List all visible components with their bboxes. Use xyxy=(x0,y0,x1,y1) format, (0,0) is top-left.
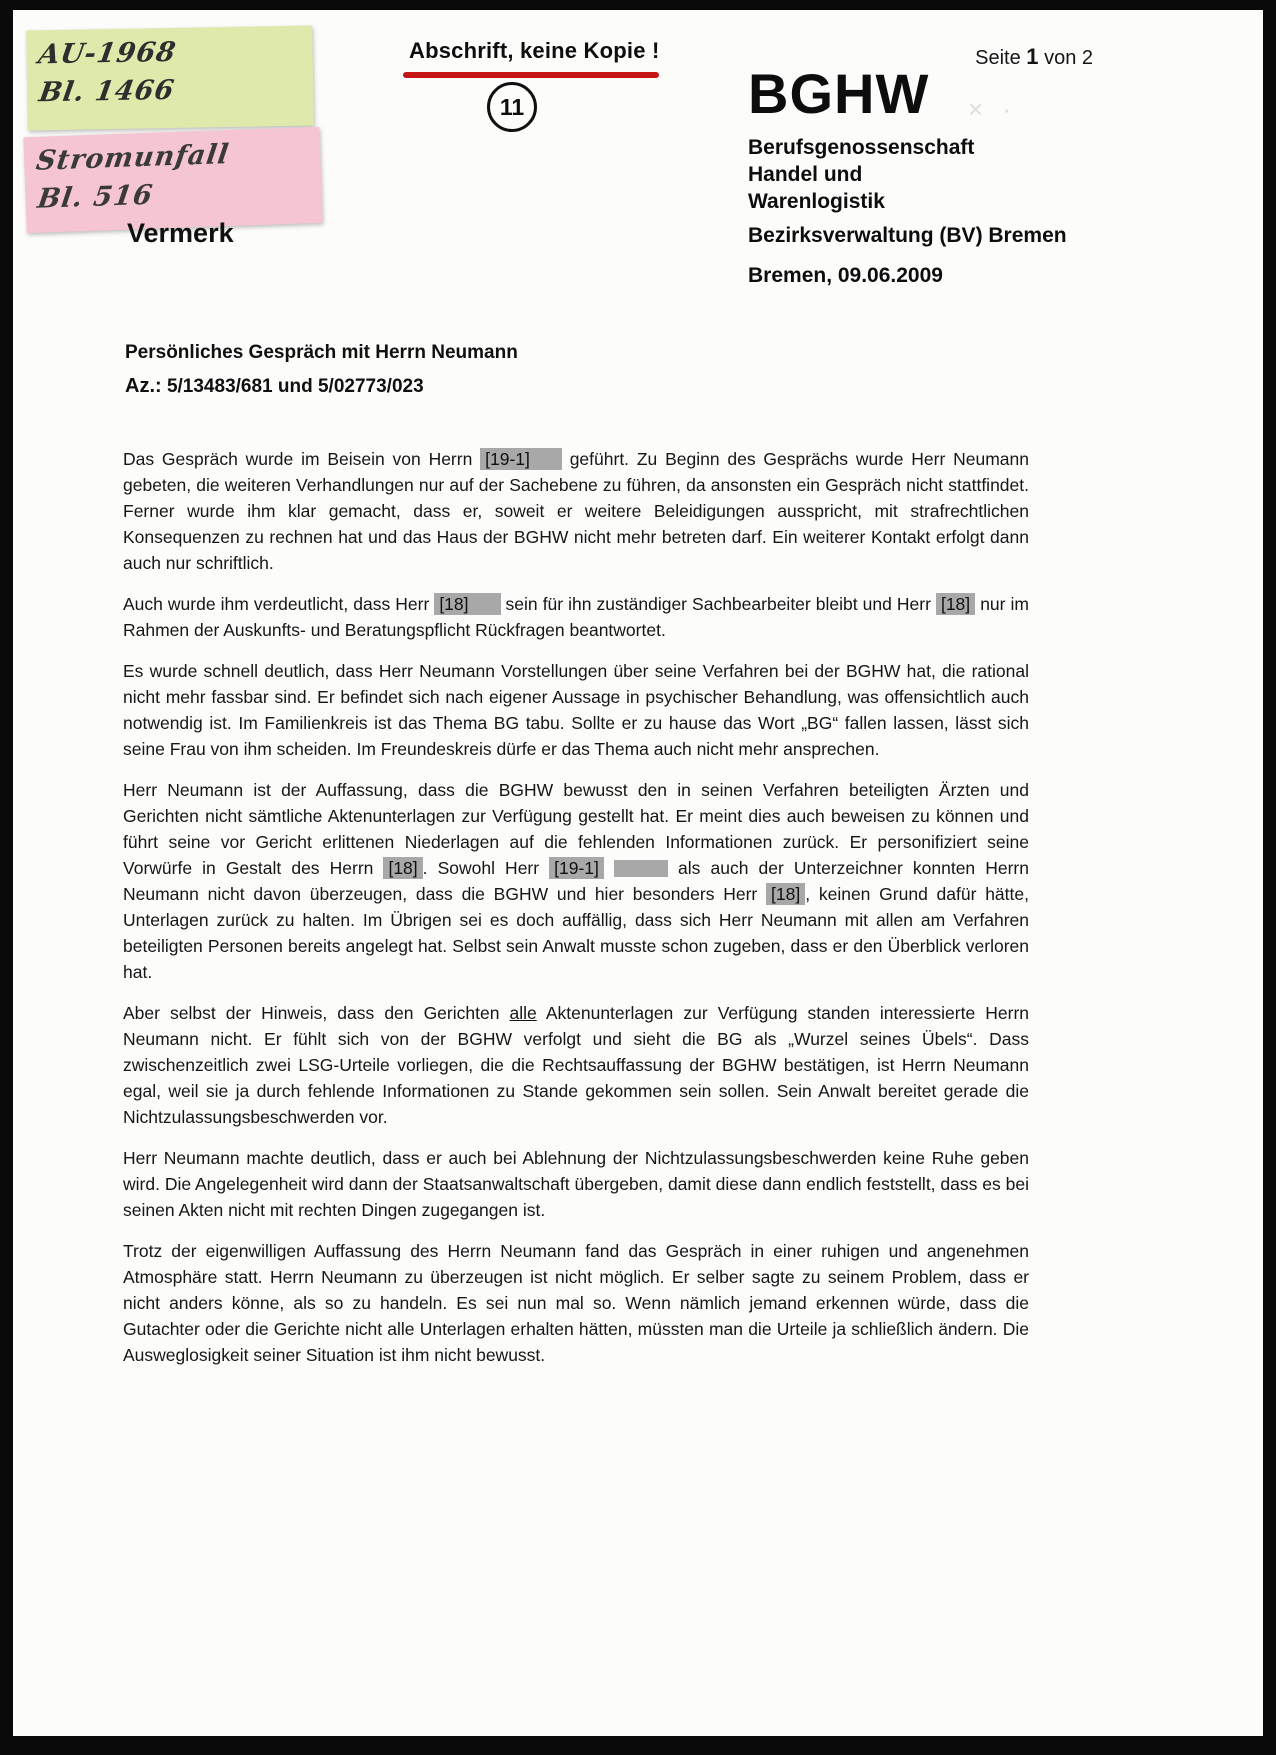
paragraph xyxy=(123,1000,1029,1130)
paragraph xyxy=(123,1145,1029,1223)
case-number-line xyxy=(125,375,518,398)
body-text: nur im Rahmen der Auskunfts- und Beratungspflicht Rückfragen beantwortet. xyxy=(123,594,1029,640)
red-underline xyxy=(403,72,659,78)
case-numbers: 5/13483/681 und 5/02773/023 xyxy=(166,376,424,397)
body-text: geführt. Zu Beginn des Gesprächs wurde Herr Neumann gebeten, die weiteren Verhandlungen nur auf der Sachebene zu führen, da ansonsten ein Gespräch nicht stattfindet. Ferner wurde ihm klar gemacht, dass er, soweit er weitere Beleidigungen ausspricht, mit strafrechtlichen Konsequenzen zu rechnen hat und das Haus der BGHW nicht mehr betreten darf. Ein weiterer Kontakt erfolgt dann auch nur schriftlich. xyxy=(123,449,1029,573)
subject-line: Persönliches Gespräch mit Herrn Neumann xyxy=(125,342,518,363)
body-text: Herr Neumann machte deutlich, dass er auch bei Ablehnung der Nichtzulassungsbeschwerden keine Ruhe geben wird. Die Angelegenheit wird dann der Staatsanwaltschaft übergeben, damit diese dann endlich feststellt, dass es bei seinen Akten nicht mit rechten Dingen zugegangen ist. xyxy=(123,1148,1029,1220)
redaction-marker: [19-1] xyxy=(549,857,604,879)
paragraph xyxy=(123,1238,1029,1368)
redaction-blank xyxy=(614,860,668,877)
sticky-note-green xyxy=(26,26,314,131)
page-indicator-suffix: von 2 xyxy=(1038,47,1093,69)
handwritten-line: Bl. 1466 xyxy=(36,74,177,109)
handwritten-line: Stromunfall xyxy=(34,138,232,177)
copy-stamp xyxy=(409,38,679,64)
org-line: Berufsgenossenschaft xyxy=(748,136,975,159)
paragraph xyxy=(123,591,1029,643)
body-text: sein für ihn zuständiger Sachbearbeiter bleibt und Herr xyxy=(500,594,936,614)
case-number-label: Az.: xyxy=(125,375,162,397)
body-text: Aber selbst der Hinweis, dass den Gerichten xyxy=(123,1003,510,1023)
bghw-logo: BGHW xyxy=(748,62,930,125)
body-text: Auch wurde ihm verdeutlicht, dass Herr xyxy=(123,594,435,614)
redaction-marker: [18] xyxy=(936,593,975,615)
redaction-marker: [19-1] xyxy=(480,448,562,470)
stamp-text: Abschrift, keine Kopie ! xyxy=(409,38,660,63)
body-text: Das Gespräch wurde im Beisein von Herrn xyxy=(123,449,481,469)
body-text: Es wurde schnell deutlich, dass Herr Neumann Vorstellungen über seine Verfahren bei der BGHW hat, die rational nicht mehr fassbar sind. Er befindet sich nach eigener Aussage in psychischer Behandlung, was offensichtlich auch notwendig ist. Im Familienkreis ist das Thema BG tabu. Sollte er zu hause das Wort „BG“ fallen lassen, lässt sich seine Frau von ihm scheiden. Im Freundeskreis dürfe er das Thema auch nicht mehr ansprechen. xyxy=(123,661,1029,759)
paragraph xyxy=(123,446,1029,576)
date-line: Bremen, 09.06.2009 xyxy=(748,264,943,287)
handwritten-line: AU-1968 xyxy=(36,36,179,71)
body-text: , keinen Grund dafür hätte, Unterlagen zurück zu halten. Im Übrigen sei es doch auffällig, dass sich Herr Neumann mit allen am Verfahren beteiligten Personen bereits angelegt hat. Selbst sein Anwalt musste schon zugeben, dass er den Überblick verloren hat. xyxy=(123,884,1029,982)
org-line: Warenlogistik xyxy=(748,190,885,213)
body-text xyxy=(604,858,614,878)
subject-block xyxy=(125,342,518,398)
circled-number: 11 xyxy=(487,82,537,132)
department-line: Bezirksverwaltung (BV) Bremen xyxy=(748,224,1067,247)
organization-name xyxy=(748,134,1168,215)
page-indicator-prefix: Seite xyxy=(975,47,1027,69)
letterhead xyxy=(748,62,1168,288)
org-line: Handel und xyxy=(748,163,863,186)
page-number: 1 xyxy=(1026,44,1039,69)
body-text: . Sowohl Herr xyxy=(422,858,550,878)
underlined-word: alle xyxy=(509,1003,537,1023)
paragraph xyxy=(123,658,1029,762)
body-text: als auch der Unterzeichner konnten Herrn Neumann nicht davon überzeugen, dass die BGHW und hier besonders Herr xyxy=(123,858,1029,904)
redaction-marker: [18] xyxy=(383,857,422,879)
paragraph xyxy=(123,777,1029,985)
handwritten-line: Bl. 516 xyxy=(35,179,156,215)
body-text: Herr Neumann ist der Auffassung, dass die BGHW bewusst den in seinen Verfahren beteiligten Ärzten und Gerichten nicht sämtliche Aktenunterlagen zur Verfügung gestellt hat. Er meint dies auch beweisen zu können und führt seine vor Gericht erlittenen Niederlagen auf die fehlenden Informationen zurück. Er personifiziert seine Vorwürfe in Gestalt des Herrn xyxy=(123,780,1029,878)
faint-pencil-mark: × · xyxy=(968,94,1018,124)
body-text: Aktenunterlagen zur Verfügung standen interessierte Herrn Neumann nicht. Er fühlt sich von der BGHW verfolgt und sieht die BG als „Wurzel seines Übels“. Dass zwischenzeitlich zwei LSG-Urteile vorliegen, die die Rechtsauffassung der BGHW bestätigen, ist Herrn Neumann egal, weil sie ja durch fehlende Informationen zu Stande gekommen sein sollen. Sein Anwalt bereitet gerade die Nichtzulassungsbeschwerden vor. xyxy=(123,1003,1030,1127)
redaction-marker: [18] xyxy=(766,883,805,905)
document-body xyxy=(123,446,1029,1383)
body-text: Trotz der eigenwilligen Auffassung des Herrn Neumann fand das Gespräch in einer ruhigen und angenehmen Atmosphäre statt. Herrn Neumann zu überzeugen ist nicht möglich. Er selber sagte zu seinem Problem, dass er nicht anders könne, als so zu handeln. Es sei nun mal so. Wenn nämlich jemand erkennen würde, dass die Gutachter oder die Gerichte nicht alle Unterlagen erhalten hätten, müssten man die Urteile ja schließlich ändern. Die Ausweglosigkeit seiner Situation ist ihm nicht bewusst. xyxy=(123,1241,1029,1365)
redaction-marker: [18] xyxy=(434,593,500,615)
document-title: Vermerk xyxy=(127,218,234,248)
document-page xyxy=(13,10,1263,1736)
